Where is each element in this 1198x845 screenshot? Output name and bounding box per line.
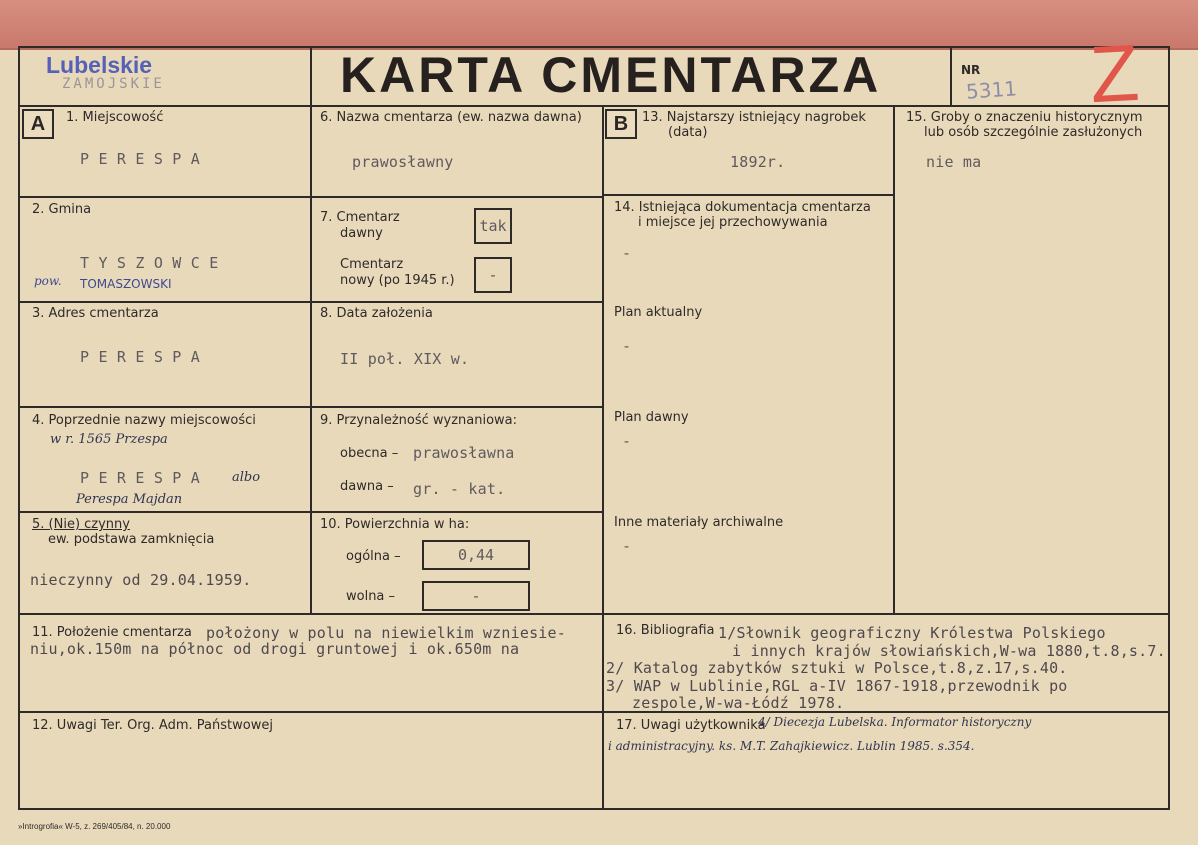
field-13-label: 13. Najstarszy istniejący nagrobek [642, 110, 866, 125]
row-line-main [18, 613, 1170, 615]
frame-right-line [1168, 46, 1170, 810]
field-2-hand-district: TOMASZOWSKI [80, 277, 172, 291]
row-line-bottom-split [18, 711, 1170, 713]
row-line-4 [18, 511, 602, 513]
field-17-hand-line-2: i administracyjny. ks. M.T. Zahajkiewicz. Lublin 1985. s.354. [608, 739, 975, 753]
field-9-obecna-label: obecna – [340, 446, 399, 461]
field-9-obecna-value: prawosławna [413, 444, 515, 462]
plan-aktualny-label: Plan aktualny [614, 305, 703, 320]
field-4-hand-albo: albo [232, 470, 261, 485]
field-16-line-3: 2/ Katalog zabytków sztuki w Polsce,t.8,z.17,s.40. [606, 659, 1068, 677]
frame-bottom-line [18, 808, 1170, 810]
row-line-3 [18, 406, 602, 408]
field-1-value: P E R E S P A [80, 150, 200, 168]
field-7-label-nowy-2: nowy (po 1945 r.) [340, 273, 455, 288]
field-7-nowy-box: - [474, 257, 512, 293]
field-10-wolna-label: wolna – [346, 589, 396, 604]
field-10-ogolna-box: 0,44 [422, 540, 530, 570]
field-15-label-2: lub osób szczególnie zasłużonych [924, 125, 1143, 140]
page-title: KARTA CMENTARZA [340, 47, 882, 103]
field-13-value: 1892r. [730, 153, 786, 171]
row-line-b [602, 194, 893, 196]
field-17-hand-line-1: 4/ Diecezja Lubelska. Informator historyczny [758, 715, 1032, 729]
top-color-band [0, 0, 1198, 50]
field-4-hand-alt-name: Perespa Majdan [76, 492, 183, 507]
nr-label: NR [961, 63, 981, 77]
field-11-line-1: położony w polu na niewielkim wzniesie- [206, 624, 566, 642]
field-9-dawna-value: gr. - kat. [413, 480, 506, 498]
field-16-label: 16. Bibliografia [616, 623, 715, 638]
field-5-label: 5. (Nie) czynny [32, 517, 130, 532]
section-a-letter: A [22, 109, 54, 139]
plan-dawny-value: - [622, 432, 632, 450]
header-bottom-line [18, 105, 1170, 107]
printer-imprint: »Introgrofia« W-5, z. 269/405/84, n. 20.000 [18, 822, 171, 831]
region-typed: ZAMOJSKIE [62, 76, 165, 92]
field-8-value: II poł. XIX w. [340, 350, 470, 368]
field-6-value: prawosławny [352, 153, 454, 171]
inne-materialy-label: Inne materiały archiwalne [614, 515, 784, 530]
field-16-line-4: 3/ WAP w Lublinie,RGL a-IV 1867-1918,przewodnik po [606, 677, 1068, 695]
header-divider-right [950, 46, 952, 105]
field-13-label-2: (data) [668, 125, 708, 140]
field-4-hand-old-name: w r. 1565 Przespa [50, 432, 168, 447]
field-14-value: - [622, 244, 632, 262]
field-4-value: P E R E S P A [80, 469, 200, 487]
plan-dawny-label: Plan dawny [614, 410, 689, 425]
frame-left-line [18, 46, 20, 810]
field-16-line-1: 1/Słownik geograficzny Królestwa Polskiego [718, 624, 1106, 642]
field-15-label: 15. Groby o znaczeniu historycznym [906, 110, 1143, 125]
field-14-label: 14. Istniejąca dokumentacja cmentarza [614, 200, 871, 215]
field-12-label: 12. Uwagi Ter. Org. Adm. Państwowej [32, 718, 273, 733]
field-7-dawny-box: tak [474, 208, 512, 244]
field-6-label: 6. Nazwa cmentarza (ew. nazwa dawna) [320, 110, 582, 125]
field-5-value: nieczynny od 29.04.1959. [30, 571, 252, 589]
field-10-ogolna-label: ogólna – [346, 549, 401, 564]
field-17-label: 17. Uwagi użytkownika [616, 718, 766, 733]
field-5-label-2: ew. podstawa zamknięcia [48, 532, 215, 547]
field-14-label-2: i miejsce jej przechowywania [638, 215, 828, 230]
field-9-label: 9. Przynależność wyznaniowa: [320, 413, 518, 428]
section-b-letter: B [605, 109, 637, 139]
red-mark: Z [1087, 27, 1142, 120]
header-divider-left [310, 46, 312, 105]
field-7-label-dawny-2: dawny [340, 226, 383, 241]
field-16-line-2: i innych krajów słowiańskich,W-wa 1880,t.8,s.7. [732, 642, 1166, 660]
row-line-1 [18, 196, 602, 198]
field-3-label: 3. Adres cmentarza [32, 306, 159, 321]
field-8-label: 8. Data założenia [320, 306, 433, 321]
field-2-value: T Y S Z O W C E [80, 254, 219, 272]
row-line-2 [18, 301, 602, 303]
field-16-line-5: zespole,W-wa-Łódź 1978. [632, 694, 845, 712]
field-3-value: P E R E S P A [80, 348, 200, 366]
field-15-value: nie ma [926, 153, 982, 171]
field-1-label: 1. Miejscowość [66, 110, 164, 125]
inne-materialy-value: - [622, 537, 632, 555]
col-divider-3 [893, 105, 895, 615]
field-4-label: 4. Poprzednie nazwy miejscowości [32, 413, 256, 428]
field-10-label: 10. Powierzchnia w ha: [320, 517, 470, 532]
nr-value: 5311 [965, 76, 1018, 104]
plan-aktualny-value: - [622, 337, 632, 355]
field-10-wolna-box: - [422, 581, 530, 611]
field-7-label-nowy: Cmentarz [340, 257, 404, 272]
field-2-label: 2. Gmina [32, 202, 92, 217]
field-9-dawna-label: dawna – [340, 479, 394, 494]
col-divider-1 [310, 105, 312, 615]
col-divider-2 [602, 105, 604, 808]
field-2-hand-prefix: pow. [34, 274, 62, 288]
field-11-line-2: niu,ok.150m na północ od drogi gruntowej i ok.650m na [30, 640, 520, 658]
field-11-label: 11. Położenie cmentarza [32, 625, 192, 640]
region-stamp: Lubelskie [46, 52, 153, 78]
field-7-label-dawny: 7. Cmentarz [320, 210, 400, 225]
